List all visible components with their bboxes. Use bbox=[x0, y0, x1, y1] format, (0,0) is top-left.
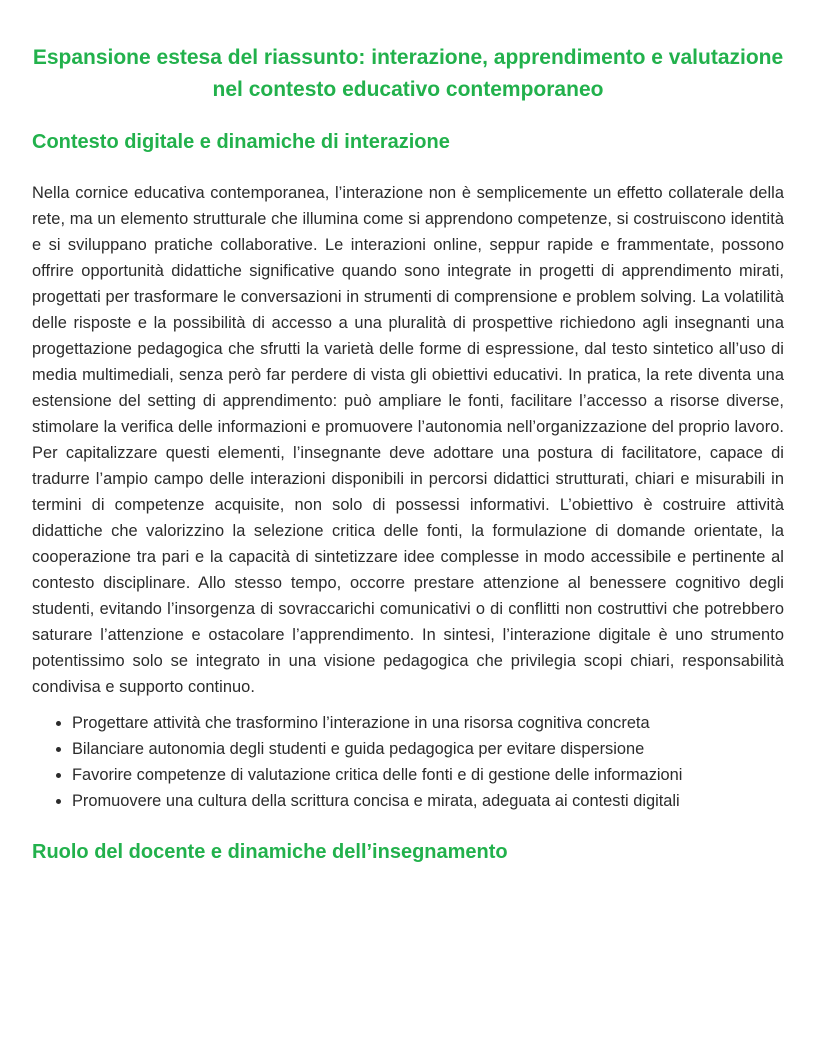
section-paragraph-digital-context: Nella cornice educativa contemporanea, l’interazione non è semplicemente un effetto collaterale della rete, ma un elemento strutturale che illumina come si apprendono competenze, si costruiscono identità e si sviluppano pratiche collaborative. Le interazioni online, seppur rapide e frammentate, possono offrire opportunità didattiche significative quando sono integrate in progetti di apprendimento mirati, progettati per trasformare le conversazioni in strumenti di comprensione e problem solving. La volatilità delle risposte e la possibilità di accesso a una pluralità di prospettive richiedono agli insegnanti una progettazione pedagogica che sfrutti la varietà delle forme di espressione, dal testo sintetico all’uso di media multimediali, senza però far perdere di vista gli obiettivi educativi. In pratica, la rete diventa una estensione del setting di apprendimento: può ampliare le fonti, facilitare l’accesso a risorse diverse, stimolare la verifica delle informazioni e promuovere l’autonomia nell’organizzazione del proprio lavoro. Per capitalizzare questi elementi, l’insegnante deve adottare una postura di facilitatore, capace di tradurre l’ampio campo delle interazioni disponibili in percorsi didattici strutturati, chiari e misurabili in termini di competenze acquisite, non solo di possessi informativi. L’obiettivo è costruire attività didattiche che valorizzino la selezione critica delle fonti, la formulazione di domande orientate, la cooperazione tra pari e la capacità di sintetizzare idee complesse in modo accessibile e pertinente al contesto disciplinare. Allo stesso tempo, occorre prestare attenzione al benessere cognitivo degli studenti, evitando l’insorgenza di sovraccarichi comunicativi o di conflitti non costruttivi che potrebbero saturare l’attenzione e ostacolare l’apprendimento. In sintesi, l’interazione digitale è uno strumento potentissimo solo se integrato in una visione pedagogica che privilegia scopi chiari, responsabilità condivisa e supporto continuo. bbox=[32, 184, 784, 696]
section-heading-digital-context: Contesto digitale e dinamiche di interazione bbox=[32, 131, 450, 153]
document-page bbox=[32, 42, 784, 890]
document-title: Espansione estesa del riassunto: interazione, apprendimento e valutazione nel contesto educativo contemporaneo bbox=[32, 46, 784, 101]
bullet-list bbox=[32, 710, 784, 814]
list-item: • Bilanciare autonomia degli studenti e guida pedagogica per evitare dispersione bbox=[72, 736, 784, 762]
list-item: • Favorire competenze di valutazione critica delle fonti e di gestione delle informazioni bbox=[72, 762, 784, 788]
section-heading-teacher-role: Ruolo del docente e dinamiche dell’insegnamento bbox=[32, 841, 508, 863]
list-item: • Promuovere una cultura della scrittura concisa e mirata, adeguata ai contesti digitali bbox=[72, 788, 784, 814]
list-item: • Progettare attività che trasformino l’interazione in una risorsa cognitiva concreta bbox=[72, 710, 784, 736]
